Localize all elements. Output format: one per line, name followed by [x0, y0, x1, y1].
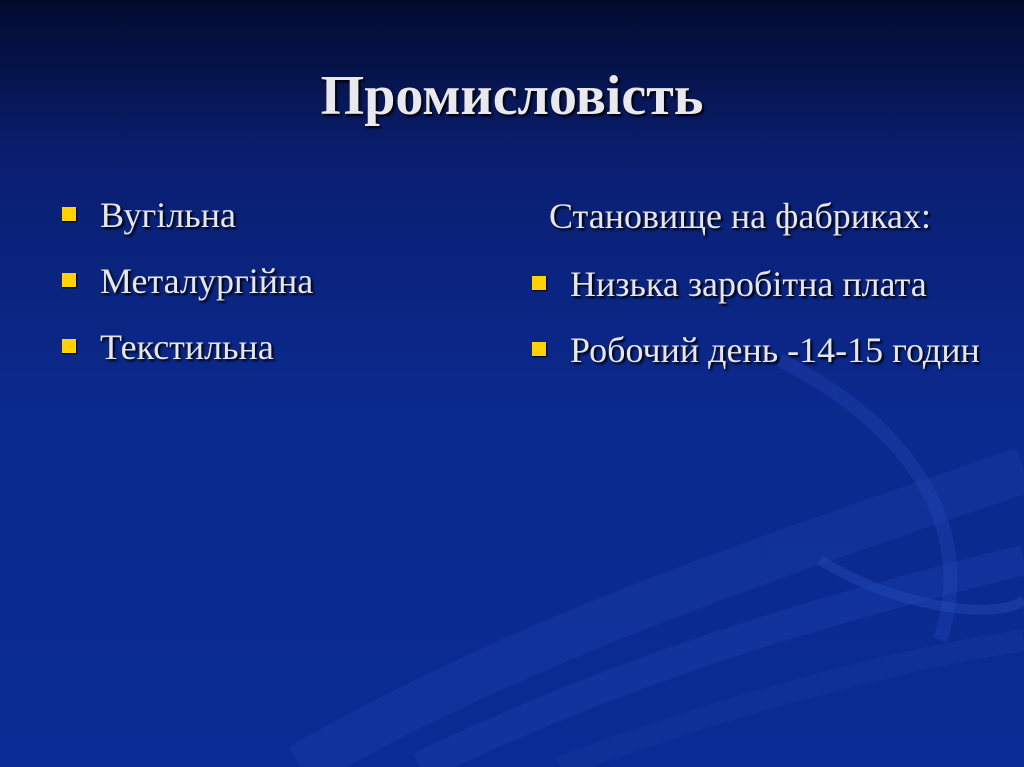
right-column: [530, 188, 990, 388]
square-bullet-icon: [62, 273, 76, 287]
list-item: [60, 256, 480, 306]
list-item-label: Текстильна: [100, 327, 274, 367]
left-column: [60, 190, 480, 388]
square-bullet-icon: [62, 339, 76, 353]
list-item: [530, 322, 990, 378]
conditions-list: [530, 256, 990, 378]
list-item-label: Робочий день -14-15 годин: [570, 330, 980, 370]
list-item: [530, 256, 990, 312]
list-item-label: Вугільна: [100, 195, 236, 235]
list-item-label: Металургійна: [100, 261, 314, 301]
conditions-subheading: Становище на фабриках:: [549, 196, 931, 236]
list-item: [60, 190, 480, 240]
square-bullet-icon: [532, 276, 546, 290]
list-item-label: Низька заробітна плата: [570, 264, 927, 304]
industry-list: [60, 190, 480, 372]
square-bullet-icon: [532, 342, 546, 356]
square-bullet-icon: [62, 207, 76, 221]
slide-title: Промисловість: [320, 65, 704, 127]
list-item: [60, 322, 480, 372]
